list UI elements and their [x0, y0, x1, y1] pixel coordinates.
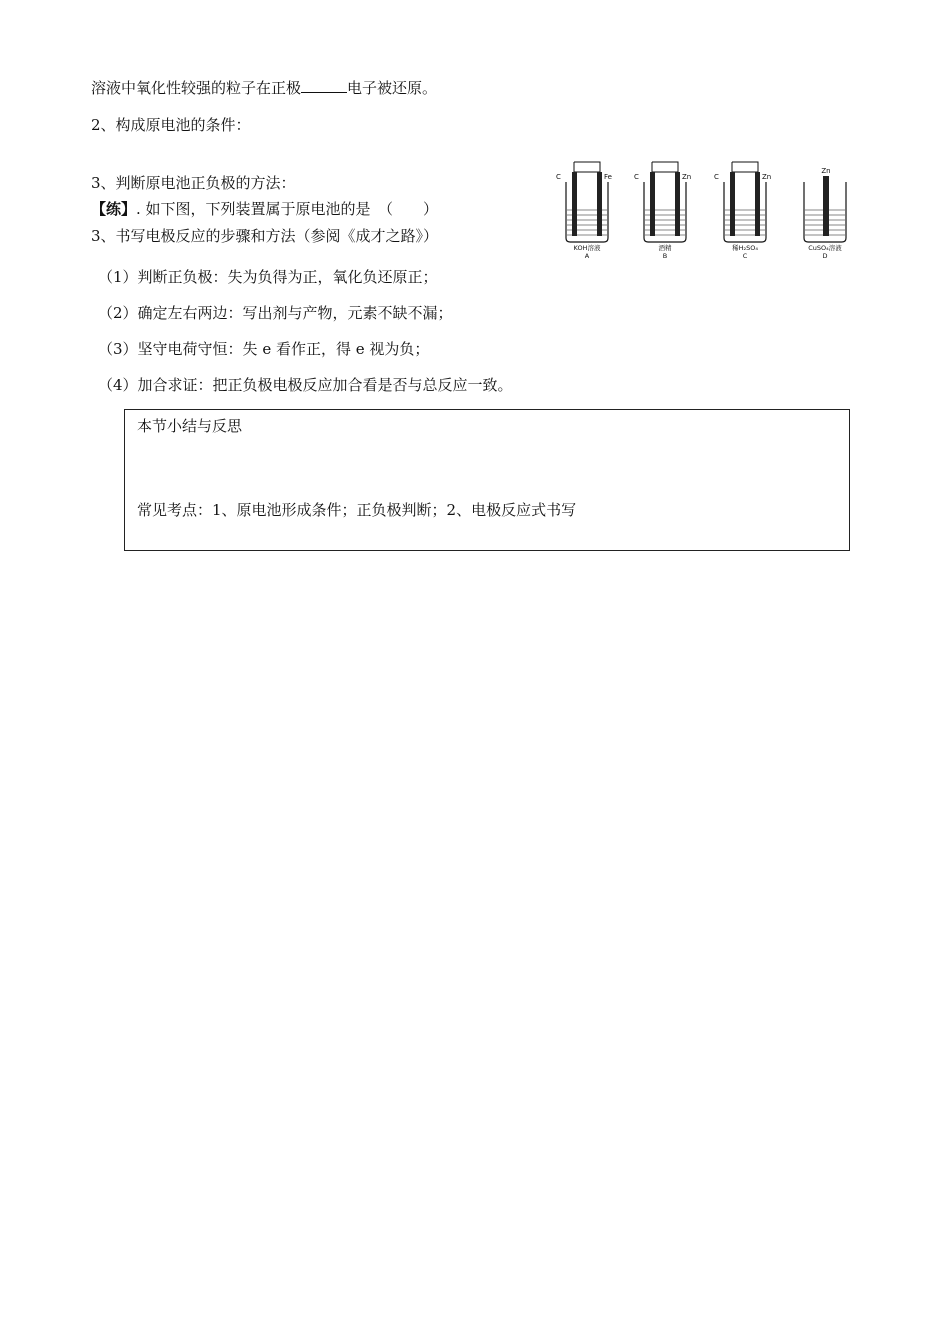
step-4: （4）加合求证：把正负极电极反应加合看是否与总反应一致。: [98, 376, 513, 394]
fill-in-blank: [301, 78, 347, 93]
cell-d: [804, 167, 846, 260]
summary-title: 本节小结与反思: [137, 417, 243, 435]
summary-key-points: 常见考点：1、原电池形成条件；正负极判断；2、电极反应式书写: [137, 501, 577, 519]
cell-d-electrode-label: Zn: [821, 167, 831, 175]
cell-a-left-label: C: [556, 173, 561, 181]
cell-d-letter: D: [822, 252, 828, 260]
step-2: （2）确定左右两边：写出剂与产物，元素不缺不漏；: [98, 304, 453, 322]
cell-c-left-label: C: [714, 173, 719, 181]
cell-a-letter: A: [584, 252, 590, 260]
cell-b-left-label: C: [634, 173, 639, 181]
cell-b-solution: 酒精: [658, 244, 672, 252]
cell-a-solution: KOH溶液: [573, 244, 601, 252]
step-1: （1）判断正负极：失为负得为正，氧化负还原正；: [98, 268, 438, 286]
cell-c-solution: 稀H₂SO₄: [732, 244, 758, 252]
cell-b-right-label: Zn: [682, 173, 692, 181]
line-2: 2、构成原电池的条件：: [91, 116, 251, 134]
cell-c-right-label: Zn: [762, 173, 772, 181]
step-3: （3）坚守电荷守恒：失 e 看作正，得 e 视为负；: [98, 340, 430, 358]
line-1-text-after: 电子被还原。: [347, 79, 438, 97]
cell-b-letter: B: [662, 252, 668, 260]
line-5: 3、书写电极反应的步骤和方法（参阅《成才之路》）: [91, 227, 439, 245]
line-3: 3、判断原电池正负极的方法：: [91, 174, 296, 192]
galvanic-cell-figure: [552, 160, 862, 260]
cell-c: [714, 162, 771, 260]
line-1-text-before: 溶液中氧化性较强的粒子在正极: [91, 79, 302, 97]
line-4: [91, 199, 438, 219]
practice-question: . 如下图，下列装置属于原电池的是 （ ）: [136, 200, 439, 218]
cell-c-letter: C: [742, 252, 748, 260]
cell-a-right-label: Fe: [604, 173, 612, 181]
cell-b: [634, 162, 691, 260]
cell-d-solution: CuSO₄溶液: [808, 244, 842, 252]
practice-tag: 【练】: [91, 200, 137, 218]
summary-box: [124, 409, 850, 551]
line-1: [91, 78, 437, 98]
cell-a: [556, 162, 612, 260]
